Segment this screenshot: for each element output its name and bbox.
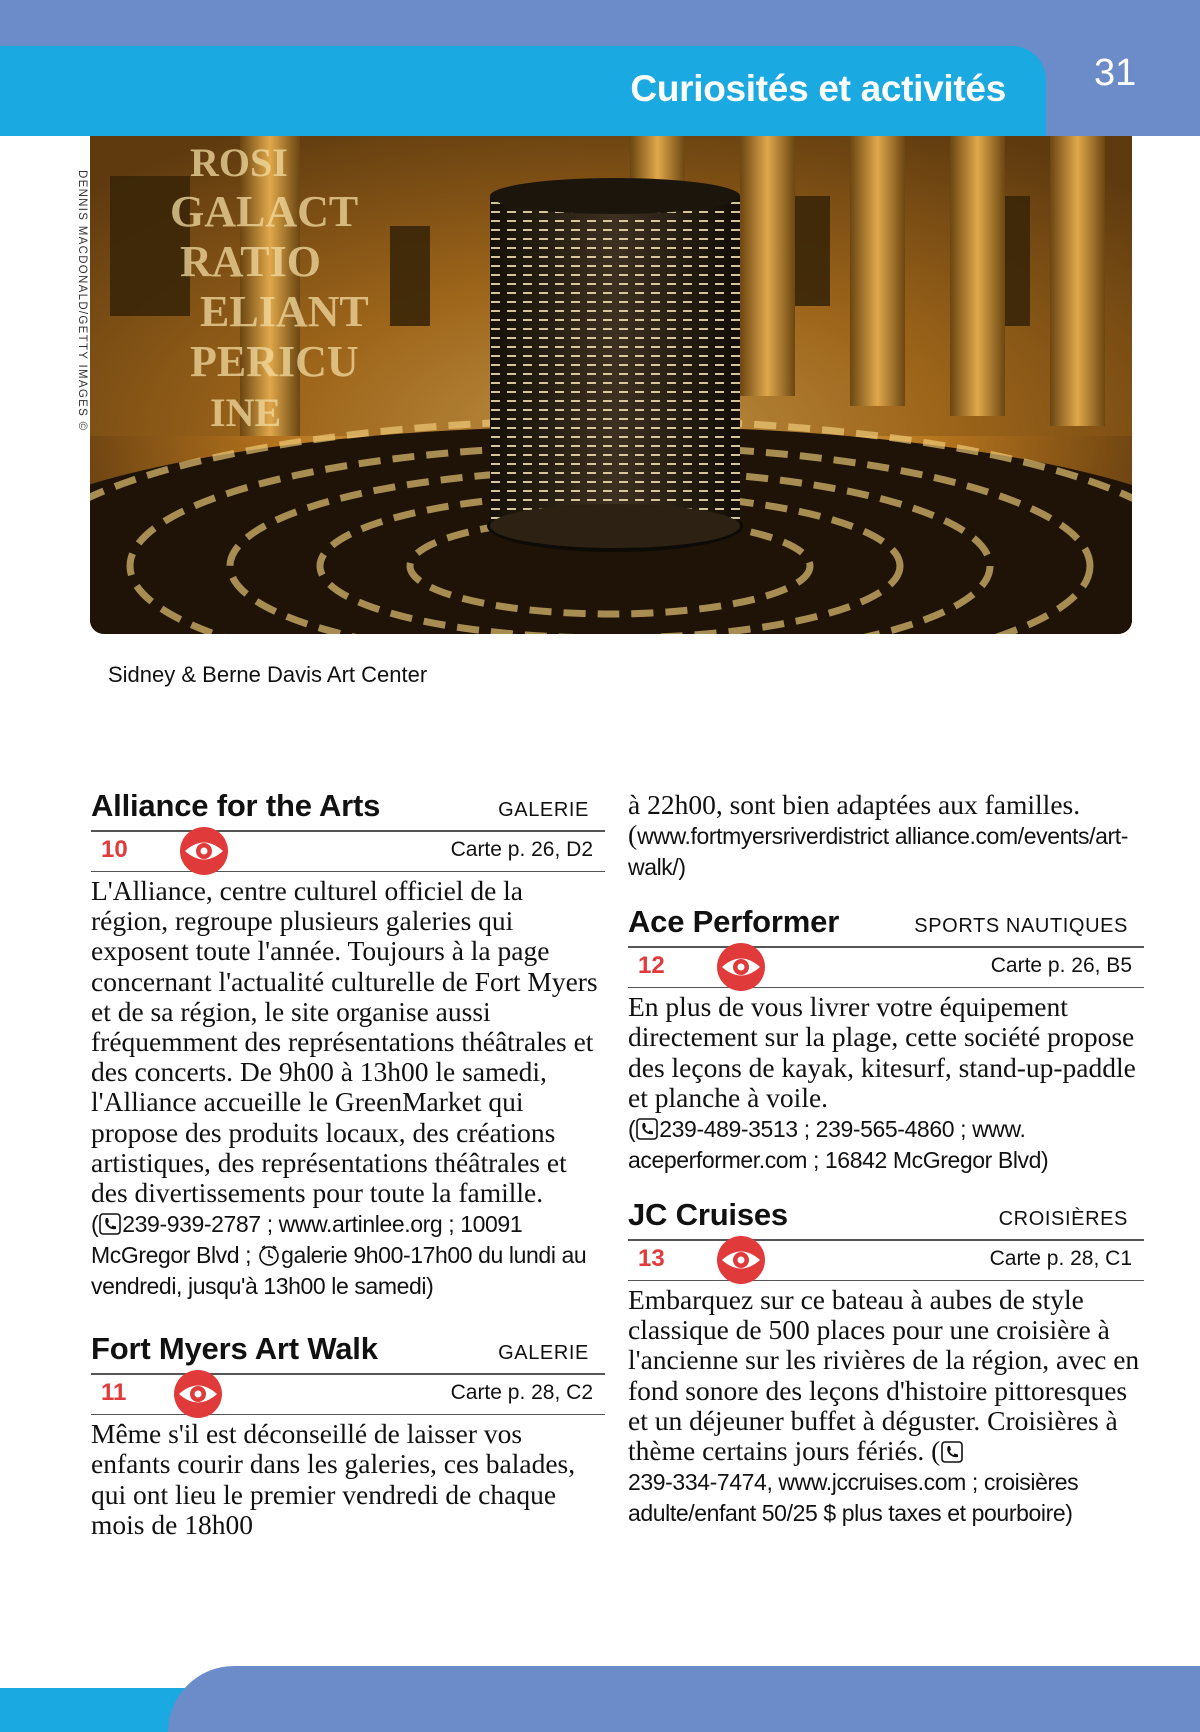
divider — [628, 987, 1144, 989]
svg-text:GALACT: GALACT — [170, 187, 359, 236]
listing-type: SPORTS NAUTIQUES — [914, 915, 1128, 938]
listing-bar — [91, 1373, 605, 1415]
map-reference: Carte p. 26, B5 — [990, 954, 1132, 978]
listing-ace-performer — [628, 904, 1144, 1175]
listing-fort-myers-art-walk — [91, 1331, 605, 1540]
listing-bar — [628, 946, 1144, 988]
photo-caption: Sidney & Berne Davis Art Center — [108, 662, 428, 687]
phone-number: 239-939-2787 — [122, 1211, 261, 1238]
listing-header — [91, 1331, 605, 1371]
address-text: ; www.artinlee.org ; 10091 McGregor Blvd ; — [91, 1211, 523, 1269]
footer-band — [168, 1666, 1200, 1732]
section-title: Curiosités et activités — [630, 68, 1006, 109]
listing-number: 11 — [101, 1379, 127, 1407]
listing-header — [628, 904, 1144, 944]
right-column — [628, 790, 1144, 1528]
description-text: L'Alliance, centre culturel officiel de la région, regroupe plusieurs galeries qui exposent toute l'année. Toujours à la page concernant l'actualité culturelle de Fort Myers et de sa région, le site organise aussi fréquemment des représentations théâtrales et des concerts. De 9h00 à 13h00 le samedi, l'Alliance accueille le GreenMarket qui propose des produits locaux, des créations artistiques, des représentations théâtrales et des divertissements pour toute la famille. — [91, 875, 598, 1209]
phone-icon — [99, 1213, 121, 1235]
phone-number: 239-489-3513 — [659, 1116, 798, 1143]
listing-description: Même s'il est déconseillé de laisser vos enfants courir dans les galeries, ces balades, qui ont lieu le premier vendredi de chaque mois de 18h00 — [91, 1418, 576, 1540]
divider — [628, 1239, 1144, 1241]
divider — [91, 830, 605, 832]
phone-number: 239-334-7474 — [628, 1469, 767, 1496]
page-number: 31 — [1094, 52, 1137, 94]
phone-icon — [941, 1441, 963, 1463]
art-center-photo — [90, 136, 1132, 634]
divider — [628, 1280, 1144, 1282]
listing-type: CROISIÈRES — [998, 1208, 1128, 1231]
divider — [91, 1373, 605, 1375]
phone-icon — [636, 1118, 658, 1140]
divider — [91, 871, 605, 873]
opening-hours: galerie 9h00-17h00 du lundi au vendredi, jusqu'à 13h00 le samedi) — [91, 1242, 587, 1300]
listing-number: 10 — [101, 836, 128, 863]
listing-jc-cruises — [628, 1197, 1144, 1528]
description-text: En plus de vous livrer votre équipement directement sur la plage, cette société propose des leçons de kayak, kitesurf, stand-up-paddle et planche à voile. — [628, 991, 1136, 1113]
listing-name: Ace Performer — [628, 904, 840, 940]
description-text: à 22h00, sont bien adaptées aux familles. ( — [628, 789, 1081, 851]
listing-number: 12 — [638, 952, 665, 980]
listing-header — [91, 788, 605, 828]
listing-description — [91, 876, 605, 1301]
listing-type: GALERIE — [498, 799, 589, 821]
map-reference: Carte p. 28, C1 — [989, 1247, 1132, 1271]
photo-credit: DENNIS MACDONALD/GETTY IMAGES © — [76, 170, 88, 432]
contact-info — [91, 1211, 586, 1299]
eye-icon — [716, 942, 766, 992]
svg-text:ELIANT: ELIANT — [200, 287, 369, 336]
svg-text:PERICU: PERICU — [190, 337, 359, 386]
paren: ( — [628, 1116, 636, 1143]
map-reference: Carte p. 26, D2 — [450, 838, 593, 861]
svg-text:INE: INE — [210, 390, 282, 435]
listing-name: JC Cruises — [628, 1197, 788, 1233]
listing-bar — [91, 830, 605, 872]
eye-icon — [173, 1369, 223, 1419]
price-text: , www.jccruises.com ; croisières adulte/enfant 50/25 $ plus taxes et pourboire) — [628, 1469, 1079, 1527]
listing-number: 13 — [638, 1245, 665, 1273]
paren: ( — [91, 1211, 99, 1238]
clock-icon — [258, 1244, 280, 1266]
listing-description — [628, 992, 1144, 1175]
listing-description — [628, 1285, 1144, 1528]
description-text: Embarquez sur ce bateau à aubes de style classique de 500 places pour une croisière à l'ancienne sur les rivières de la région, avec en fond sonore des leçons d'histoire pittoresques et un déjeuner buffet à déguster. Croisières à thème certains jours fériés. ( — [628, 1284, 1140, 1467]
left-column — [91, 788, 605, 1540]
continued-description — [628, 790, 1144, 882]
listing-name: Alliance for the Arts — [91, 788, 381, 823]
listing-bar — [628, 1239, 1144, 1281]
listing-header — [628, 1197, 1144, 1237]
listing-name: Fort Myers Art Walk — [91, 1331, 378, 1367]
map-reference: Carte p. 28, C2 — [450, 1381, 593, 1405]
address-text: ; 239-565-4860 ; www. aceperformer.com ; 16842 McGregor Blvd) — [628, 1116, 1049, 1174]
svg-text:ROSI: ROSI — [190, 140, 288, 185]
listing-alliance-for-the-arts — [91, 788, 605, 1301]
divider — [91, 1414, 605, 1416]
contact-info — [628, 1116, 1048, 1173]
website-link[interactable]: www.fortmyersriverdistrict alliance.com/events/art-walk/) — [628, 823, 1129, 881]
contact-info — [628, 1469, 1078, 1526]
divider — [628, 946, 1144, 948]
eye-icon — [179, 826, 229, 876]
eye-icon — [716, 1235, 766, 1285]
svg-text:RATIO: RATIO — [180, 237, 321, 286]
listing-type: GALERIE — [498, 1342, 589, 1365]
